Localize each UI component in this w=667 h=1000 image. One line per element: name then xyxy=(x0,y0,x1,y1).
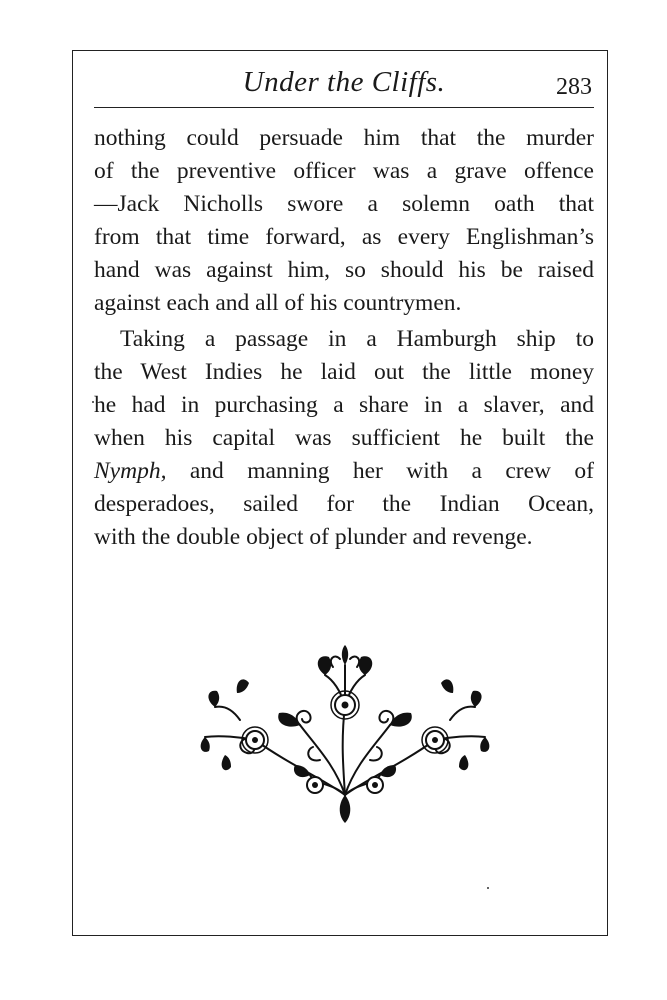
text-line: when his capital was sufficient he built the xyxy=(94,425,594,451)
header-rule xyxy=(94,107,594,108)
print-speck xyxy=(487,887,489,889)
text-fragment: and manning her with a crew of xyxy=(166,458,594,484)
text-line: hand was against him, so should his be raised xyxy=(94,257,594,283)
text-line: with the double object of plunder and revenge. xyxy=(94,524,533,550)
print-speck xyxy=(92,401,94,403)
ship-name: Nymph, xyxy=(94,458,167,484)
page-number: 283 xyxy=(556,74,592,100)
text-line: Taking a passage in a Hamburgh ship to xyxy=(120,326,594,352)
running-head xyxy=(94,66,594,106)
floral-tailpiece-icon xyxy=(195,645,495,825)
text-line: from that time forward, as every Englishman’s xyxy=(94,224,594,250)
text-line-with-ship-name xyxy=(94,455,594,488)
text-line: nothing could persuade him that the murder xyxy=(94,125,594,151)
text-line: against each and all of his countrymen. xyxy=(94,290,462,316)
text-line: desperadoes, sailed for the Indian Ocean, xyxy=(94,491,594,517)
body-text xyxy=(94,122,594,554)
running-title: Under the Cliffs. xyxy=(242,66,446,98)
text-line: —Jack Nicholls swore a solemn oath that xyxy=(94,191,594,217)
text-line: the West Indies he laid out the little money xyxy=(94,359,594,385)
text-line: of the preventive officer was a grave offence xyxy=(94,158,594,184)
text-line: he had in purchasing a share in a slaver, and xyxy=(94,392,594,418)
